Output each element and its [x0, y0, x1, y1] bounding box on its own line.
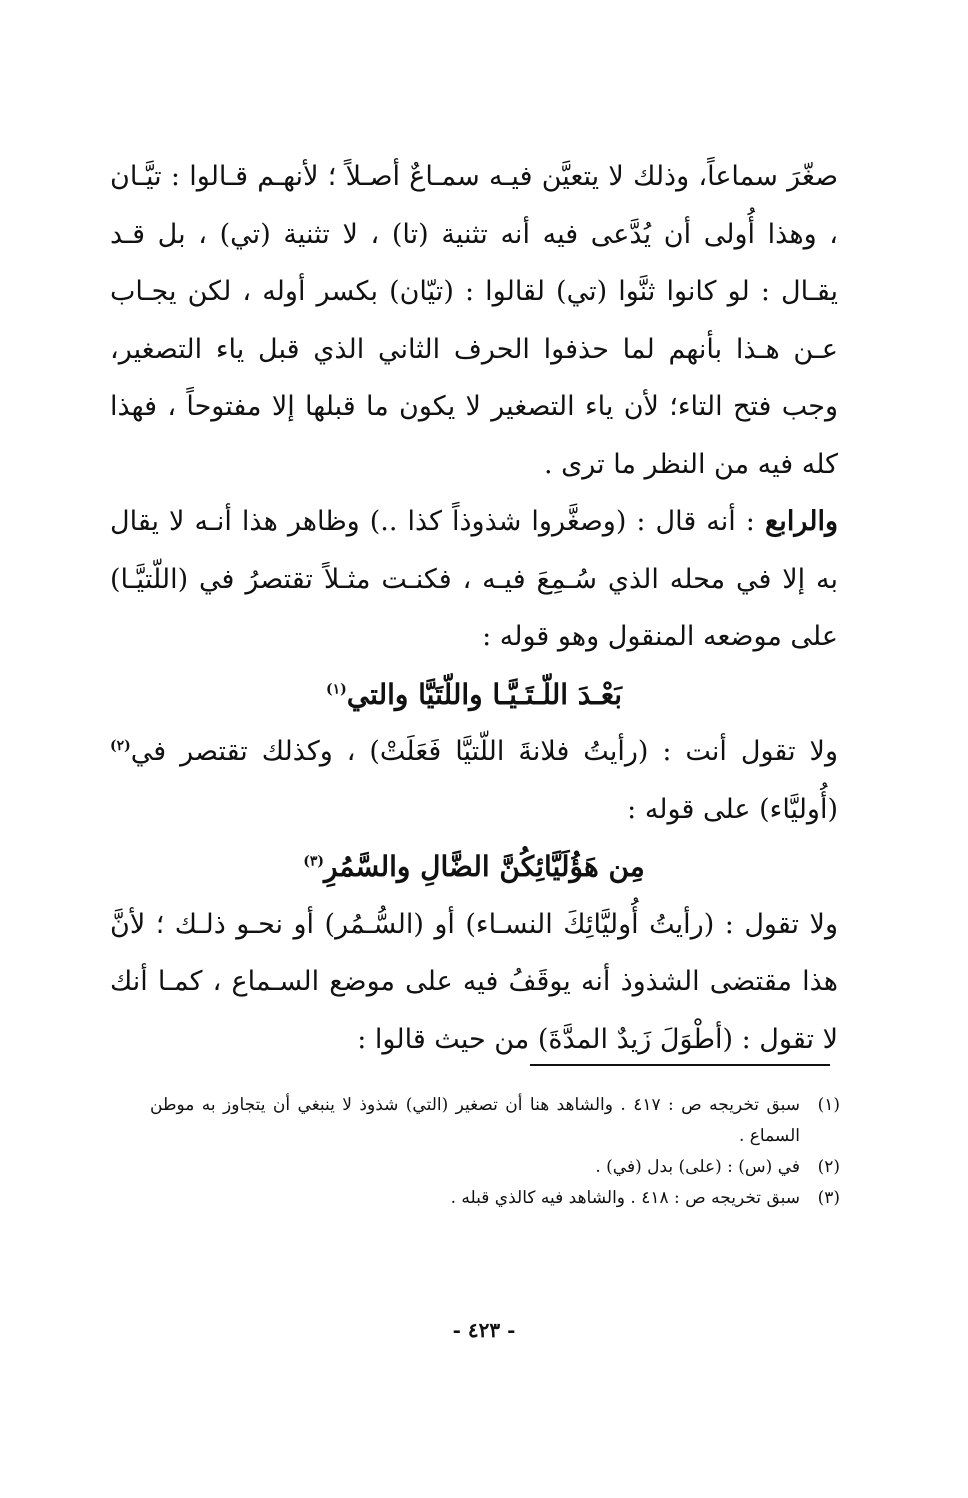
paragraph-3-footnote-marker: (٢)	[110, 738, 131, 754]
verse-2-footnote-marker: (٣)	[303, 853, 324, 870]
paragraph-1-text: صغّرَ سماعاً، وذلك لا يتعيَّن فيـه سمـاعٌ أصـلاً ؛ لأنهـم قـالوا : تيَّـان ، وهذا أُولى أن يُدَّعى فيه أنه تثنية (تا) ، لا تثنية (تي) ، بل قـد يقـال : لو كانوا ثنَّوا (تي) لقالوا : (تيّان) بكسر أوله ، لكن يجـاب عـن هـذا بأنهم لما حذفوا الحرف الثاني الذي قبل ياء التصغير، وجب فتح التاء؛ لأن ياء التصغير لا يكون ما قبلها إلا مفتوحاً ، فهذا كله فيه من النظر ما ترى .	[110, 161, 838, 480]
footnote-item	[150, 1152, 840, 1183]
paragraph-2-lead: والرابع	[764, 506, 838, 537]
verse-2-text: مِن هَؤُلَيَّائِكُنَّ الضَّالِ والسَّمُرِ	[323, 850, 645, 883]
verse-1-footnote-marker: (١)	[326, 681, 347, 698]
paragraph-3-text-continued: (أُوليَّاء) على قوله :	[627, 793, 838, 825]
paragraph-2	[110, 493, 838, 666]
paragraph-4	[110, 896, 838, 1069]
footnotes	[150, 1090, 840, 1214]
page-number: - ٤٢٣ -	[452, 1318, 516, 1342]
verse-2	[110, 838, 838, 896]
paragraph-4-text: ولا تقول : (رأيتُ أُوليَّائِكَ النسـاء) أو (السُّـمُر) أو نحـو ذلـك ؛ لأنَّ هذا مقتضى الشذوذ أنه يوقَفُ فيه على موضع السـماع ، كمـا أنك لا تقول : (أطْوَلَ زَيدٌ المدَّةَ) من حيث قالوا :	[110, 908, 838, 1055]
footnote-number: (٢)	[817, 1157, 840, 1177]
footnote-separator	[530, 1064, 830, 1066]
footnote-item	[150, 1183, 840, 1214]
verse-1-text: بَعْـدَ اللّـتَـيَّـا واللّتَيَّا والتي	[346, 677, 622, 711]
paragraph-3	[110, 723, 838, 838]
footnote-text: سبق تخريجه ص : ٤١٨ . والشاهد فيه كالذي قبله .	[450, 1188, 800, 1208]
footnote-text: في (س) : (على) بدل (في) .	[595, 1157, 800, 1177]
main-text	[110, 148, 838, 1068]
footnote-number: (٣)	[817, 1188, 840, 1208]
paragraph-3-text: ولا تقول أنت : (رأيتُ فلانةَ اللّتيَّا فَعَلَتْ) ، وكذلك تقتصر في	[130, 736, 838, 767]
footnote-number: (١)	[817, 1095, 840, 1115]
paragraph-2-text: : أنه قال : (وصغَّروا شذوذاً كذا ..) وظاهر هذا أنـه لا يقال به إلا في محله الذي سُـمِعَ فيـه ، فكنـت مثـلاً تقتصرُ في (اللّتيَّـا) على موضعه المنقول وهو قوله :	[110, 506, 838, 652]
footnote-text: سبق تخريجه ص : ٤١٧ . والشاهد هنا أن تصغير (التي) شذوذ لا ينبغي أن يتجاوز به موطن السماع .	[150, 1095, 801, 1146]
footnote-item	[150, 1090, 840, 1152]
verse-1	[110, 666, 838, 724]
paragraph-1	[110, 148, 838, 493]
